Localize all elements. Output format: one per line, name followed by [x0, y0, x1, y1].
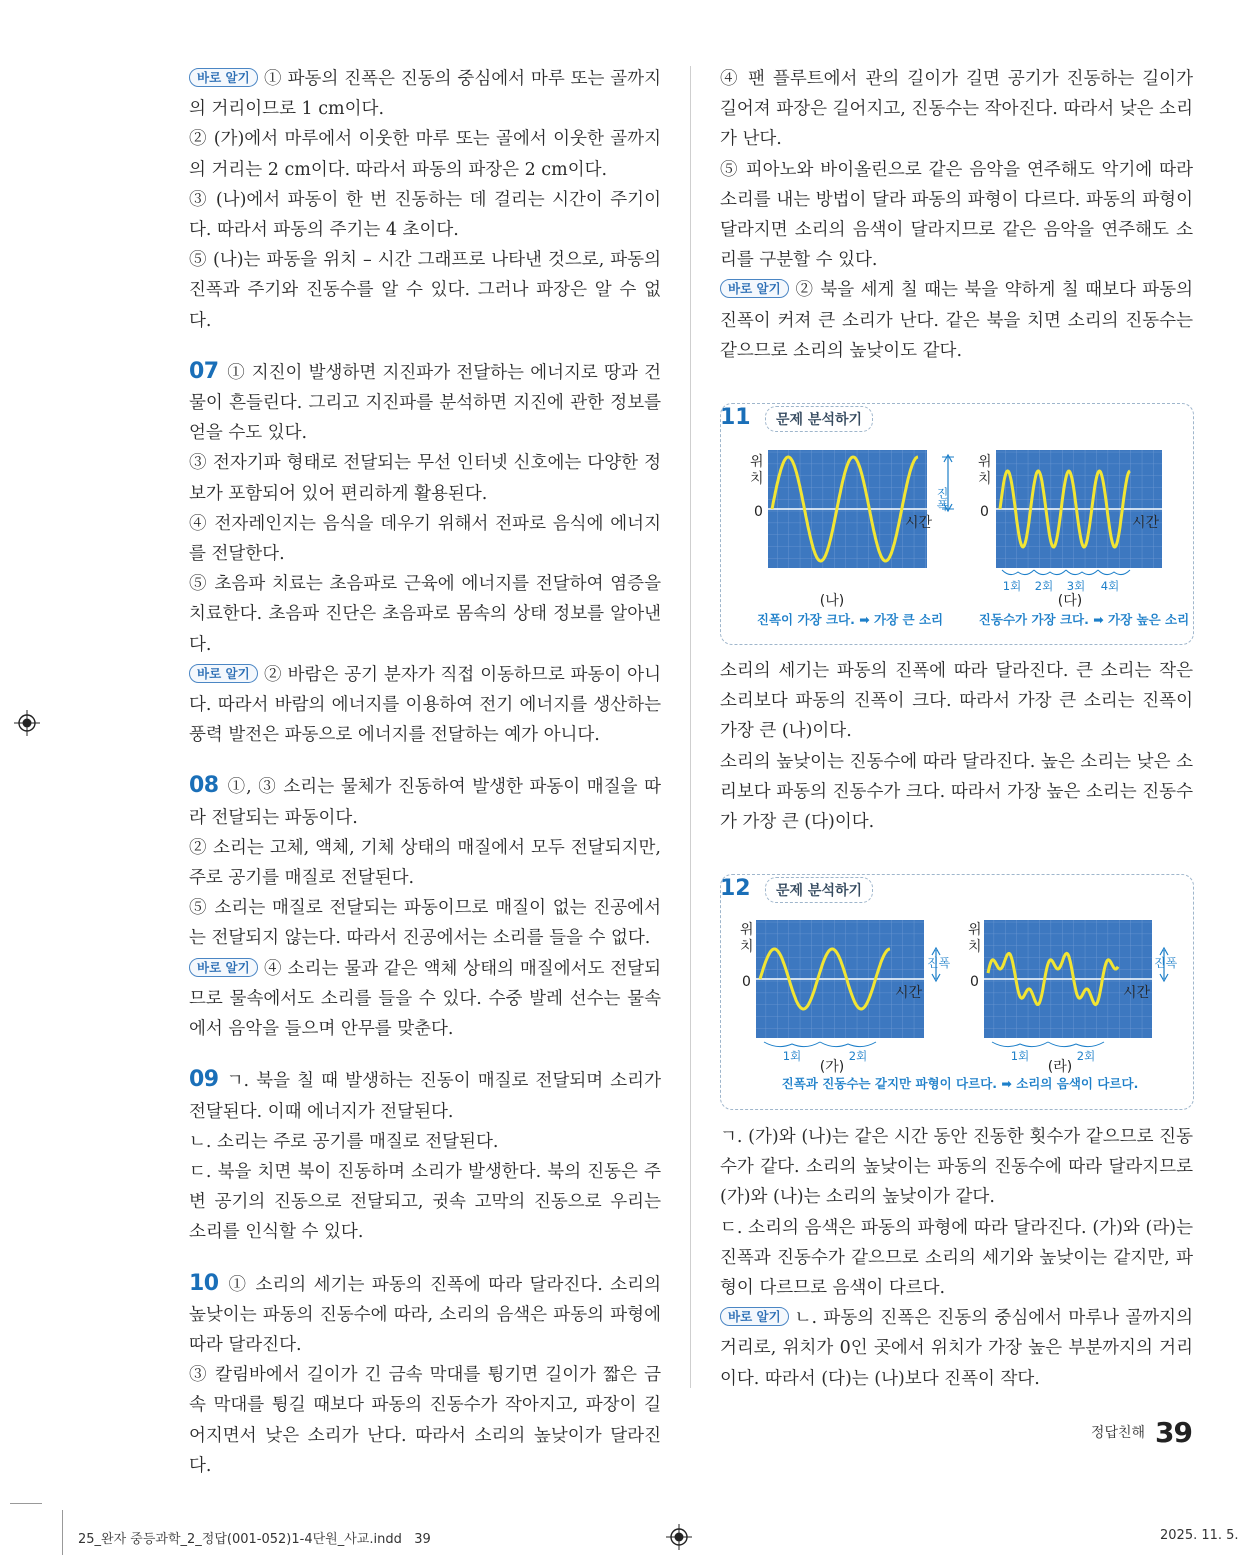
- answer-para: 07 ① 지진이 발생하면 지진파가 전달하는 에너지로 땅과 건물이 흔들린다. 그리고 지진파를 분석하면 지진에 관한 정보를 얻을 수도 있다.: [189, 358, 661, 444]
- answer-para: ⑤ 소리는 매질로 전달되는 파동이므로 매질이 없는 진공에서는 전달되지 않는다. 따라서 진공에서는 소리를 들을 수 없다.: [189, 898, 661, 949]
- question-number: 08: [189, 773, 219, 799]
- cycle-count: 2회: [848, 1049, 868, 1063]
- cycle-brace: [764, 1042, 820, 1047]
- axis-time-label: 시간: [905, 515, 933, 531]
- answer-para: 소리의 높낮이는 진동수에 따라 달라진다. 높은 소리는 낮은 소리보다 파동의 진동수가 크다. 따라서 가장 높은 소리는 진동수가 가장 큰 (다)이다.: [720, 751, 1193, 833]
- cycle-brace: [992, 1042, 1048, 1047]
- amplitude-label: 진폭: [935, 487, 949, 511]
- cycle-brace: [1002, 570, 1034, 575]
- figure-12-graphs: [720, 910, 1192, 1100]
- answer-para: 09 ㄱ. 북을 칠 때 발생하는 진동이 매질로 전달되며 소리가 전달된다. 이때 에너지가 전달된다.: [189, 1067, 661, 1122]
- answer-para: 바로 알기 ④ 소리는 물과 같은 액체 상태의 매질에서도 전달되므로 물속에서도 소리를 들을 수 있다. 수중 발레 선수는 물속에서 음악을 들으며 안무를 맞춘다.: [189, 958, 661, 1040]
- axis-zero-label: 0: [980, 504, 989, 520]
- axis-pos-char1: 위: [750, 454, 764, 470]
- correction-badge: 바로 알기: [720, 279, 789, 298]
- cycle-brace: [1034, 570, 1066, 575]
- page-number: 39: [1155, 1416, 1192, 1449]
- graph-b-label: (다): [1057, 593, 1083, 609]
- file-info: 25_완자 중등과학_2_정답(001-052)1-4단원_사교.indd 39: [78, 1532, 431, 1547]
- figure-11-graphs: [720, 440, 1192, 640]
- answer-para: ⑤ 초음파 치료는 초음파로 근육에 에너지를 전달하여 염증을 치료한다. 초음파 진단은 초음파로 몸속의 상태 정보를 알아낸다.: [189, 574, 661, 655]
- axis-time-label: 시간: [1132, 515, 1160, 531]
- answer-para: ④ 전자레인지는 음식을 데우기 위해서 전파로 음식에 에너지를 전달한다.: [189, 513, 661, 565]
- correction-badge: 바로 알기: [720, 1307, 789, 1326]
- axis-position-label: 위 치: [740, 922, 754, 955]
- axis-zero-label: 0: [754, 504, 763, 520]
- answer-para: ③ 전자기파 형태로 전달되는 무선 인터넷 신호에는 다양한 정보가 포함되어 있어 편리하게 활용된다.: [189, 453, 661, 504]
- amplitude-label: 진폭: [1154, 956, 1178, 970]
- question-number: 09: [189, 1067, 219, 1093]
- correction-badge: 바로 알기: [189, 68, 258, 87]
- answer-para: ⑤ 피아노와 바이올린으로 같은 음악을 연주해도 악기에 따라 소리를 내는 방법이 달라 파동의 파형이 다르다. 파동의 파형이 달라지면 소리의 음색이 달라지므로 같은 음악을 연주해도 소리를 구분할 수 있다.: [720, 159, 1193, 271]
- crop-mark: [10, 1503, 42, 1504]
- registration-mark-icon: [14, 710, 40, 736]
- cycle-count: 1회: [1010, 1049, 1030, 1063]
- axis-time-label: 시간: [1123, 985, 1151, 1001]
- answer-para: ④ 팬 플루트에서 관의 길이가 길면 공기가 진동하는 길이가 길어져 파장은 길어지고, 진동수는 작아진다. 따라서 낮은 소리가 난다.: [720, 69, 1193, 150]
- axis-position-label: [750, 453, 764, 487]
- cycle-count: 4회: [1100, 579, 1120, 593]
- crop-mark: [62, 1510, 63, 1555]
- answer-para: ㄱ. (가)와 (나)는 같은 시간 동안 진동한 횟수가 같으므로 진동수가 같다. 소리의 높낮이는 파동의 진동수에 따라 달라지므로 (가)와 (나)는 소리의 높낮이가 같다.: [720, 1127, 1193, 1208]
- correction-badge: 바로 알기: [189, 958, 258, 977]
- column-divider: [690, 66, 691, 1388]
- cycle-count: 3회: [1066, 579, 1086, 593]
- axis-pos-char2: 치: [750, 471, 764, 487]
- q11-text: [720, 656, 1193, 837]
- cycle-brace: [1066, 570, 1098, 575]
- answer-para: ⑤ (나)는 파동을 위치 – 시간 그래프로 나타낸 것으로, 파동의 진폭과 주기와 진동수를 알 수 있다. 그러나 파장은 알 수 없다.: [189, 250, 661, 331]
- graph-a-label: (나): [819, 593, 845, 609]
- axis-position-label: 위 치: [968, 922, 982, 955]
- registration-mark-icon: [666, 1524, 692, 1550]
- answer-para: ② (가)에서 마루에서 이웃한 마루 또는 골에서 이웃한 골까지의 거리는 2 cm이다. 따라서 파동의 파장은 2 cm이다.: [189, 129, 661, 180]
- axis-position-label: 위 치: [978, 454, 992, 487]
- analysis-tag: 문제 분석하기: [765, 877, 873, 903]
- cycle-count: 1회: [1002, 579, 1022, 593]
- correction-badge: 바로 알기: [189, 664, 258, 683]
- answer-para: 소리의 세기는 파동의 진폭에 따라 달라진다. 큰 소리는 작은 소리보다 파동의 진폭이 크다. 따라서 가장 큰 소리는 진폭이 가장 큰 (나)이다.: [720, 661, 1193, 742]
- section-label: 정답친해: [1090, 1425, 1146, 1441]
- question-number: 07: [189, 358, 219, 384]
- cycle-brace: [1048, 1042, 1104, 1047]
- answer-para: 10 ① 소리의 세기는 파동의 진폭에 따라 달라진다. 소리의 높낮이는 파동의 진동수에 따라, 소리의 음색은 파동의 파형에 따라 달라진다.: [189, 1270, 661, 1355]
- answer-para: ㄴ. 소리는 주로 공기를 매질로 전달된다.: [189, 1131, 499, 1152]
- answer-para: ③ (나)에서 파동이 한 번 진동하는 데 걸리는 시간이 주기이다. 따라서 파동의 주기는 4 초이다.: [189, 189, 661, 241]
- answer-para: ㄷ. 소리의 음색은 파동의 파형에 따라 달라진다. (가)와 (라)는 진폭과 진동수가 같으므로 소리의 세기와 높낮이는 같지만, 파형이 다르므로 음색이 다르다.: [720, 1217, 1194, 1299]
- cycle-brace: [820, 1042, 876, 1047]
- page-footer: [1091, 1416, 1192, 1449]
- cycle-count: 2회: [1076, 1049, 1096, 1063]
- answer-para: ② 소리는 고체, 액체, 기체 상태의 매질에서 모두 전달되지만, 주로 공기를 매질로 전달된다.: [189, 837, 661, 889]
- graph-d-label: (라): [1047, 1059, 1073, 1075]
- cycle-count: 2회: [1034, 579, 1054, 593]
- question-number: 10: [189, 1270, 219, 1296]
- answer-para: 바로 알기 ② 바람은 공기 분자가 직접 이동하므로 파동이 아니다. 따라서 바람의 에너지를 이용하여 전기 에너지를 생산하는 풍력 발전은 파동으로 에너지를 전달하는 예가 아니다.: [189, 664, 661, 746]
- print-date: 2025. 11. 5.: [1160, 1528, 1239, 1543]
- cycle-count: 1회: [782, 1049, 802, 1063]
- question-number: 11: [720, 405, 751, 430]
- axis-time-label: 시간: [895, 985, 923, 1001]
- graph-c-label: (가): [819, 1059, 845, 1075]
- answer-para: ㄷ. 북을 치면 북이 진동하며 소리가 발생한다. 북의 진동은 주변 공기의 진동으로 전달되고, 귓속 고막의 진동으로 우리는 소리를 인식할 수 있다.: [189, 1161, 661, 1243]
- amplitude-label: 진폭: [927, 956, 951, 970]
- q12-text: [720, 1122, 1193, 1394]
- axis-zero-label: 0: [742, 974, 751, 990]
- graph-b-caption: 진동수가 가장 크다. ➡ 가장 높은 소리: [978, 612, 1190, 627]
- left-column: [189, 64, 661, 1481]
- answer-para: 바로 알기 ㄴ. 파동의 진폭은 진동의 중심에서 마루나 골까지의 거리로, 위치가 0인 곳에서 위치가 가장 높은 부분까지의 거리이다. 따라서 (다)는 (나)보다 진폭이 작다.: [720, 1308, 1193, 1389]
- answer-para: ③ 칼림바에서 길이가 긴 금속 막대를 튕기면 길이가 짧은 금속 막대를 튕길 때보다 파동의 진동수가 작아지고, 파장이 길어지면서 낮은 소리가 난다. 따라서 소리의 높낮이가 달라진다.: [189, 1365, 661, 1476]
- right-column: [720, 64, 1193, 366]
- analysis-tag: 문제 분석하기: [765, 406, 873, 432]
- axis-zero-label: 0: [970, 974, 979, 990]
- answer-para: 08 ①, ③ 소리는 물체가 진동하여 발생한 파동이 매질을 따라 전달되는 파동이다.: [189, 773, 661, 828]
- question-number: 12: [720, 876, 751, 901]
- answer-para: 바로 알기 ② 북을 세게 칠 때는 북을 약하게 칠 때보다 파동의 진폭이 커져 큰 소리가 난다. 같은 북을 치면 소리의 진동수는 같으므로 소리의 높낮이도 같다.: [720, 280, 1193, 361]
- answer-para: 바로 알기 ① 파동의 진폭은 진동의 중심에서 마루 또는 골까지의 거리이므로 1 cm이다.: [189, 69, 661, 120]
- figure-12-caption: 진폭과 진동수는 같지만 파형이 다르다. ➡ 소리의 음색이 다르다.: [781, 1076, 1139, 1091]
- graph-a-caption: 진폭이 가장 크다. ➡ 가장 큰 소리: [756, 612, 944, 627]
- cycle-brace: [1098, 570, 1130, 575]
